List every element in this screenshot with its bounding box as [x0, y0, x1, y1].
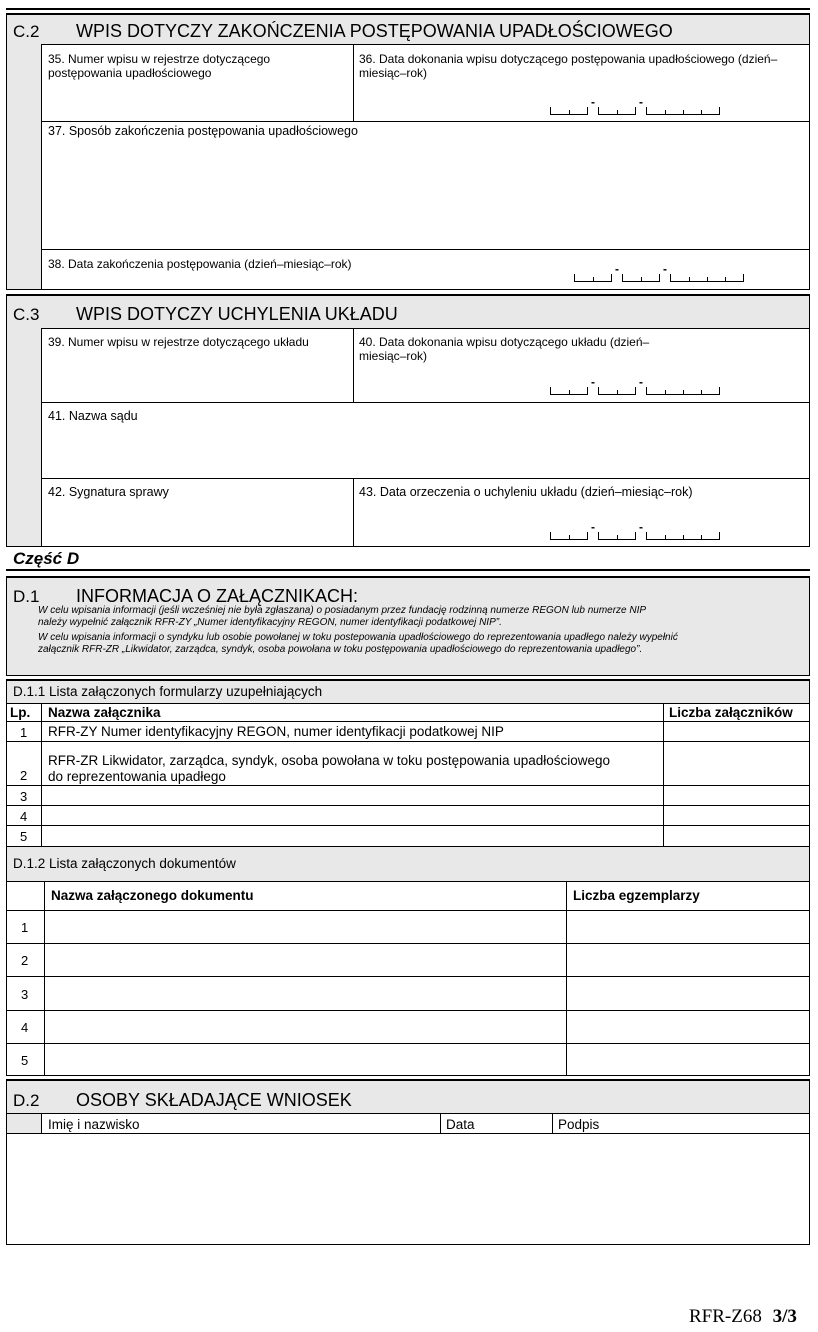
c3-right-border — [809, 296, 810, 547]
c3-bottom-rule — [6, 546, 810, 547]
d2-col-name-header: Imię i nazwisko — [48, 1117, 140, 1132]
d11-right-border — [809, 681, 810, 847]
d1-bottom-rule — [6, 675, 810, 676]
d2-col-date-header: Data — [446, 1117, 475, 1132]
d12-right-border — [809, 846, 810, 1076]
c2-title: WPIS DOTYCZY ZAKOŃCZENIA POSTĘPOWANIA UPADŁOŚCIOWEGO — [76, 21, 673, 41]
d2-right-border — [809, 1081, 810, 1245]
field-36-label: 36. Data dokonania wpisu dotyczącego postępowania upadłościowego (dzień–miesiąc–rok) — [359, 52, 778, 80]
c3-split — [353, 328, 354, 402]
part-d-rule — [6, 569, 810, 571]
field-41-input[interactable] — [42, 426, 809, 478]
d1-note-3: W celu wpisania informacji o syndyku lub osobie powołanej w toku postepowania upadłościowego do reprezentowania upadłego należy wypełnić — [38, 632, 678, 643]
field-42-label: 42. Sygnatura sprawy — [48, 485, 169, 499]
d1-right-border — [809, 578, 810, 676]
c3-line — [41, 328, 810, 329]
d12-left-border — [6, 846, 7, 1076]
d2-bottom-rule — [6, 1244, 810, 1245]
c3-line — [41, 402, 810, 403]
d1-left-border — [6, 578, 7, 676]
field-39-label: 39. Numer wpisu w rejestrze dotyczącego układu — [48, 335, 309, 349]
d2-col-split — [41, 1113, 42, 1133]
d11-row-2-name-cont: do reprezentowania upadłego — [48, 769, 226, 784]
c3-left-border — [6, 296, 7, 547]
d11-row-1-count[interactable] — [664, 722, 809, 741]
d2-col-split — [440, 1113, 441, 1133]
d12-row-1-lp: 1 — [21, 920, 29, 935]
c3-title: WPIS DOTYCZY UCHYLENIA UKŁADU — [76, 304, 398, 324]
d11-row-1-name: RFR-ZY Numer identyfikacyjny REGON, numer identyfikacji podatkowej NIP — [48, 724, 504, 739]
d12-line — [6, 910, 810, 911]
c2-line — [41, 121, 810, 122]
c2-number: C.2 — [13, 22, 40, 41]
d12-col-count-header: Liczba egzemplarzy — [573, 888, 700, 903]
part-d-heading: Część D — [13, 549, 80, 568]
d11-row-5-lp: 5 — [20, 829, 28, 844]
d11-title: D.1.1 Lista załączonych formularzy uzupełniających — [13, 684, 323, 699]
top-rule — [6, 8, 810, 10]
d12-line — [6, 1010, 810, 1011]
d11-left-border — [6, 681, 7, 847]
d11-col-lp-header: Lp. — [10, 705, 31, 720]
d12-line — [6, 943, 810, 944]
d11-row-3-lp: 3 — [20, 789, 28, 804]
d12-row-3-lp: 3 — [21, 987, 29, 1002]
d11-row-4-lp: 4 — [20, 809, 28, 824]
field-35-label: 35. Numer wpisu w rejestrze dotyczącego postępowania upadłościowego — [48, 52, 271, 80]
d12-row-5-lp: 5 — [21, 1053, 29, 1068]
page-footer — [689, 1306, 797, 1328]
d11-row-1-lp: 1 — [20, 725, 28, 740]
d11-row-2-lp: 2 — [20, 768, 28, 783]
c2-line — [41, 249, 810, 250]
d2-col-margin — [7, 1113, 41, 1133]
d12-line — [6, 881, 810, 882]
c2-margin — [7, 44, 41, 289]
footer-page-number: 3/3 — [772, 1306, 797, 1327]
c3-split — [353, 478, 354, 547]
d11-col-name-header: Nazwa załącznika — [48, 705, 161, 720]
d1-title: INFORMACJA O ZAŁĄCZNIKACH: — [76, 586, 359, 606]
d1-note-2: należy wypełnić załącznik RFR-ZY „Numer identyfikacyjny REGON, numer identyfikacji podatkowej NIP”. — [38, 617, 502, 628]
field-41-label: 41. Nazwa sądu — [48, 409, 138, 423]
d12-title: D.1.2 Lista załączonych dokumentów — [13, 856, 236, 871]
d11-line — [6, 825, 810, 826]
d11-line — [6, 805, 810, 806]
c3-number: C.3 — [13, 305, 40, 324]
field-43-date[interactable]: - - — [550, 528, 720, 540]
d1-number: D.1 — [13, 587, 40, 606]
c2-line — [41, 44, 810, 45]
c2-bottom-rule — [6, 289, 810, 290]
d1-note-4: załącznik RFR-ZR „Likwidator, zarządca, syndyk, osoba powołana w toku postępowania upadłościowego do reprezentowania upadłego”. — [38, 644, 643, 655]
d2-title: OSOBY SKŁADAJĄCE WNIOSEK — [76, 1090, 352, 1110]
d12-line — [6, 1043, 810, 1044]
d12-col-name-header: Nazwa załączonego dokumentu — [51, 888, 254, 903]
c3-line — [41, 478, 810, 479]
field-40-date[interactable]: - - — [550, 383, 720, 395]
c2-split — [353, 44, 354, 121]
d11-row-2-count[interactable] — [664, 742, 809, 785]
d12-row-4-lp: 4 — [21, 1020, 29, 1035]
field-38-label: 38. Data zakończenia postępowania (dzień–miesiąc–rok) — [48, 257, 352, 271]
d2-col-split — [552, 1113, 553, 1133]
d11-line — [6, 785, 810, 786]
d2-line — [6, 1113, 810, 1114]
c2-top-rule — [6, 13, 810, 15]
d2-col-sign-header: Podpis — [558, 1117, 600, 1132]
field-43-label: 43. Data orzeczenia o uchyleniu układu (dzień–miesiąc–rok) — [359, 485, 693, 499]
field-37-input[interactable] — [42, 140, 809, 248]
d12-line — [6, 976, 810, 977]
field-38-date[interactable]: - - — [574, 270, 744, 282]
d12-bottom-rule — [6, 1075, 810, 1076]
d11-col-count-header: Liczba załączników — [669, 705, 793, 720]
field-40-label: 40. Data dokonania wpisu dotyczącego układu (dzień–miesiąc–rok) — [359, 335, 650, 363]
c2-left-border — [6, 14, 7, 290]
footer-form-code: RFR-Z68 — [689, 1306, 762, 1327]
field-36-date[interactable]: - - — [550, 103, 720, 115]
d11-line — [6, 703, 810, 704]
d12-row-2-lp: 2 — [21, 953, 29, 968]
c3-margin — [7, 328, 41, 546]
d11-row-2-name: RFR-ZR Likwidator, zarządca, syndyk, osoba powołana w toku postępowania upadłościowego — [48, 753, 611, 768]
d2-signers-area[interactable] — [7, 1134, 809, 1244]
d2-number: D.2 — [13, 1091, 40, 1110]
d1-note-1: W celu wpisania informacji (jeśli wcześniej nie była zgłaszana) o posiadanym przez fundację rodzinną numerze REGON lub numerze NIP — [38, 605, 647, 616]
field-37-label: 37. Sposób zakończenia postępowania upadłościowego — [48, 124, 358, 138]
